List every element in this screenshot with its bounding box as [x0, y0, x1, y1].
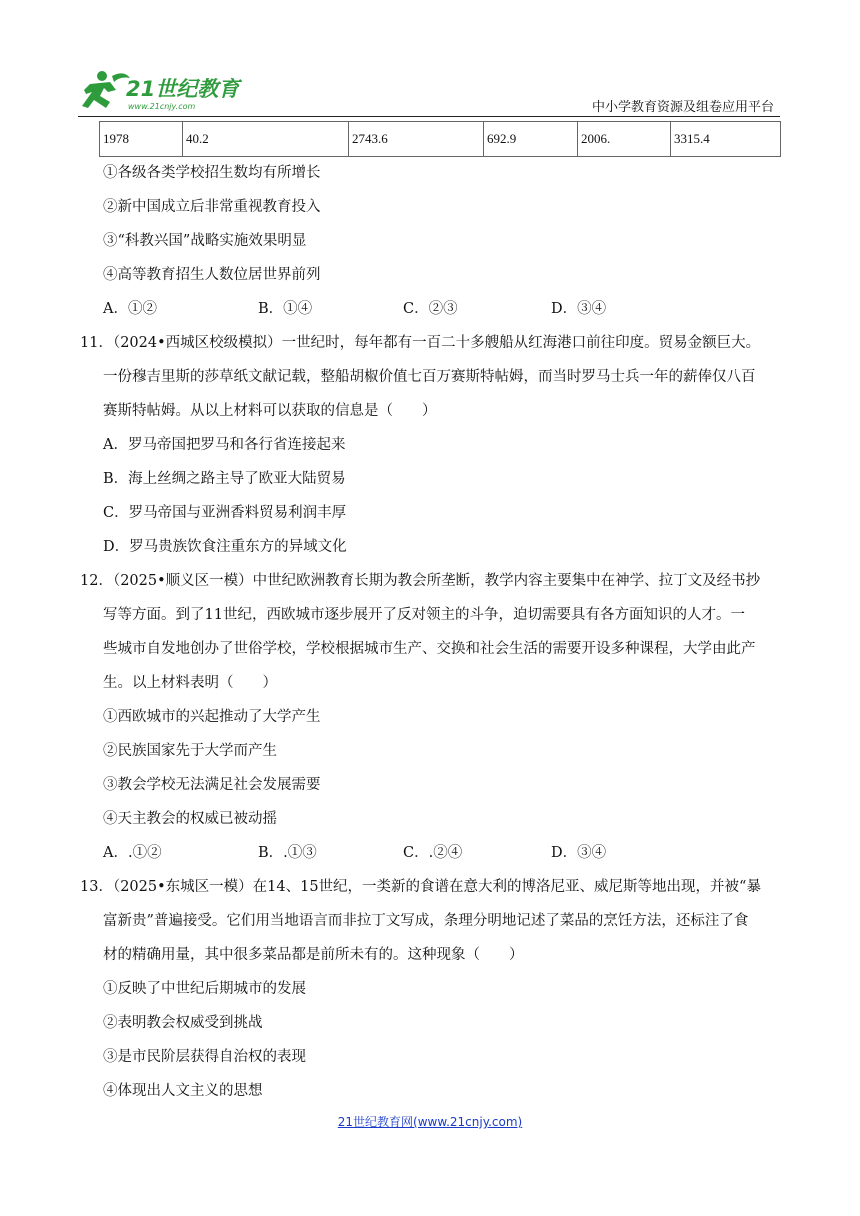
option-d: D．③④: [551, 301, 607, 317]
q11-stem-line: 一份穆吉里斯的莎草纸文献记载，整船胡椒价值七百万赛斯特帖姆，而当时罗马士兵一年的薪俸仅八百: [103, 369, 756, 385]
option-c: C．②③: [403, 301, 458, 317]
q13-stem-line: 富新贵”普遍接受。它们用当地语言而非拉丁文写成，条理分明地记述了菜品的烹饪方法，还标注了食: [103, 913, 749, 929]
running-figure-icon: [82, 71, 130, 108]
q12-stem-line: 写等方面。到了11世纪，西欧城市逐步展开了反对领主的斗争，迫切需要具有各方面知识的人才。一: [103, 607, 745, 623]
logo-sub-text: www.21cnjy.com: [128, 102, 196, 111]
table-cell: 3315.4: [671, 122, 781, 157]
q10-item: ①各级各类学校招生数均有所增长: [103, 165, 321, 181]
table-row: [100, 122, 781, 157]
q12-options: [103, 836, 785, 870]
platform-title: 中小学教育资源及组卷应用平台: [591, 100, 774, 115]
option-b: B．①④: [258, 301, 313, 317]
option-a: A．①②: [103, 301, 157, 317]
q13-item: ③是市民阶层获得自治权的表现: [103, 1049, 306, 1065]
site-logo: [80, 70, 250, 112]
table-cell: 2743.6: [349, 122, 484, 157]
q12-stem-line: 12．（2025•顺义区一模）中世纪欧洲教育长期为教会所垄断，教学内容主要集中在神学、拉丁文及经书抄: [80, 573, 761, 589]
option-d: D．罗马贵族饮食注重东方的异域文化: [103, 539, 347, 555]
question-content: [80, 156, 785, 1108]
q13-item: ②表明教会权威受到挑战: [103, 1015, 263, 1031]
table-cell: 40.2: [183, 122, 349, 157]
table-cell: 2006.: [578, 122, 671, 157]
option-a: A．罗马帝国把罗马和各行省连接起来: [103, 437, 346, 453]
table-cell: 692.9: [484, 122, 578, 157]
q13-stem-line: 13．（2025•东城区一模）在14、15世纪，一类新的食谱在意大利的博洛尼亚、威尼斯等地出现，并被“暴: [80, 879, 761, 895]
q13-item: ①反映了中世纪后期城市的发展: [103, 981, 306, 997]
option-b: B．海上丝绸之路主导了欧亚大陆贸易: [103, 471, 346, 487]
header-divider: [78, 116, 780, 117]
q12-item: ④天主教会的权威已被动摇: [103, 811, 277, 827]
q12-stem-line: 生。以上材料表明（ ）: [103, 675, 277, 691]
footer-link[interactable]: 21世纪教育网(www.21cnjy.com): [337, 1115, 523, 1129]
option-d: D．③④: [551, 845, 607, 861]
q12-item: ②民族国家先于大学而产生: [103, 743, 277, 759]
option-b: B．.①③: [258, 845, 317, 861]
q11-stem-line: 赛斯特帖姆。从以上材料可以获取的信息是（ ）: [103, 403, 437, 419]
q10-item: ④高等教育招生人数位居世界前列: [103, 267, 321, 283]
q10-options: [103, 292, 785, 326]
q11-stem-line: 11．（2024•西城区校级模拟）一世纪时，每年都有一百二十多艘船从红海港口前往印度。贸易金额巨大。: [80, 335, 761, 351]
q13-stem-line: 材的精确用量，其中很多菜品都是前所未有的。这种现象（ ）: [103, 947, 524, 963]
logo-main-text: 21世纪教育: [126, 77, 240, 101]
option-c: C．.②④: [403, 845, 463, 861]
table-cell: 1978: [100, 122, 183, 157]
option-a: A．.①②: [103, 845, 162, 861]
data-table: [99, 121, 781, 157]
q10-item: ②新中国成立后非常重视教育投入: [103, 199, 321, 215]
q12-stem-line: 些城市自发地创办了世俗学校，学校根据城市生产、交换和社会生活的需要开设多种课程，大学由此产: [103, 641, 756, 657]
q12-item: ①西欧城市的兴起推动了大学产生: [103, 709, 321, 725]
q13-item: ④体现出人文主义的思想: [103, 1083, 263, 1099]
option-c: C．罗马帝国与亚洲香料贸易利润丰厚: [103, 505, 347, 521]
q10-item: ③“科教兴国”战略实施效果明显: [103, 233, 307, 249]
q12-item: ③教会学校无法满足社会发展需要: [103, 777, 321, 793]
